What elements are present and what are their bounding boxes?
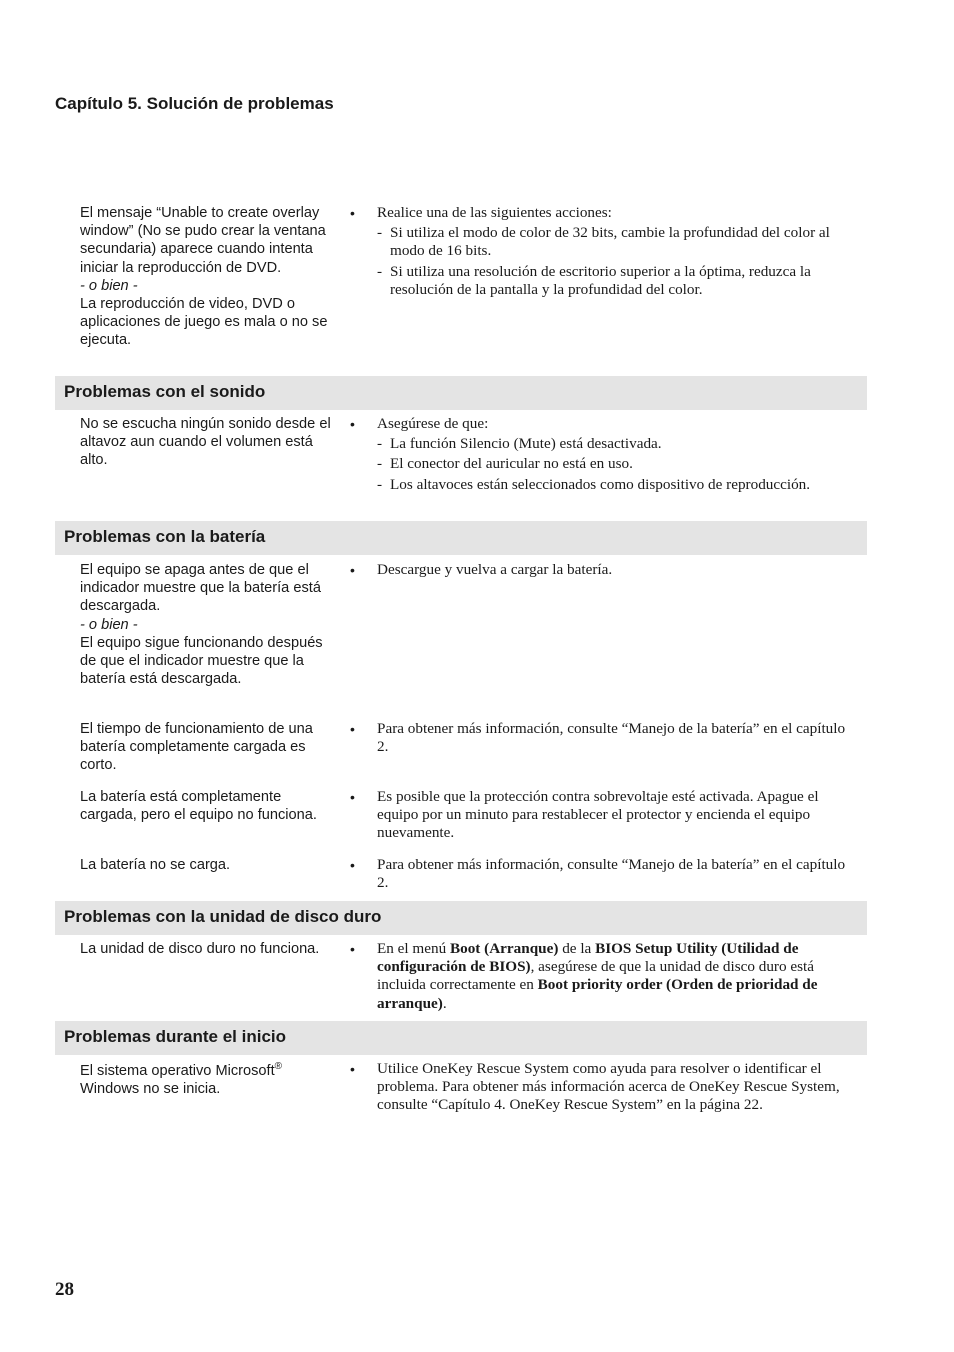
problem-hdd: La unidad de disco duro no funciona. <box>80 941 320 957</box>
problem-battery-charged-no-work: La batería está completamente cargada, pero el equipo no funciona. <box>80 789 317 824</box>
section-header-hdd: Problemas con la unidad de disco duro <box>55 901 867 935</box>
problem-battery-shutdown <box>80 561 335 688</box>
bullet-item: • Utilice OneKey Rescue System como ayuda para resolver o identificar el problema. Para obtener más información acerca de OneKey Rescue System, consulte “Capítulo 4. OneKey Rescue System” en la página 22. <box>348 1060 860 1115</box>
bullet-item: • Descargue y vuelva a cargar la batería. <box>348 561 860 579</box>
chapter-heading: Capítulo 5. Solución de problemas <box>55 94 334 113</box>
problem-no-sound: No se escucha ningún sonido desde el altavoz aun cuando el volumen está alto. <box>80 416 331 469</box>
sub-item: - La función Silencio (Mute) está desactivada. <box>348 435 860 453</box>
problem-text: El equipo se apaga antes de que el indicador muestre que la batería está descargada. <box>80 562 321 615</box>
solution-no-sound <box>348 415 860 494</box>
problem-dvd-overlay <box>80 204 335 350</box>
solution-battery-shutdown <box>348 561 860 579</box>
sub-item: - El conector del auricular no está en uso. <box>348 455 860 473</box>
bullet-item: • Para obtener más información, consulte “Manejo de la batería” en el capítulo 2. <box>348 720 860 756</box>
sub-item: - Si utiliza una resolución de escritorio superior a la óptima, reduzca la resolución de la pantalla y la profundidad del color. <box>348 263 860 299</box>
section-header-startup: Problemas durante el inicio <box>55 1021 867 1055</box>
page-number: 28 <box>55 1279 74 1300</box>
registered-mark: ® <box>274 1061 283 1073</box>
solution-battery-no-charge <box>348 856 860 892</box>
sub-item: - Si utiliza el modo de color de 32 bits, cambie la profundidad del color al modo de 16 bits. <box>348 224 860 260</box>
problem-battery-short: El tiempo de funcionamiento de una batería completamente cargada es corto. <box>80 721 313 774</box>
sub-item: - Los altavoces están seleccionados como dispositivo de reproducción. <box>348 476 860 494</box>
solution-battery-charged-no-work <box>348 788 860 843</box>
bullet-item: • Realice una de las siguientes acciones: <box>348 204 860 222</box>
or-separator: - o bien - <box>80 616 138 633</box>
or-separator: - o bien - <box>80 277 138 294</box>
bullet-item: • En el menú Boot (Arranque) de la BIOS Setup Utility (Utilidad de configuración de BIOS), asegúrese de que la unidad de disco duro está incluida correctamente en Boot priority order (Orden de prioridad de arranque). <box>348 940 860 1013</box>
section-header-battery: Problemas con la batería <box>55 521 867 555</box>
solution-startup <box>348 1060 860 1115</box>
bullet-item: • Para obtener más información, consulte “Manejo de la batería” en el capítulo 2. <box>348 856 860 892</box>
solution-hdd <box>348 940 860 1013</box>
problem-text: El equipo sigue funcionando después de que el indicador muestre que la batería está descargada. <box>80 634 323 688</box>
problem-battery-no-charge: La batería no se carga. <box>80 857 231 873</box>
problem-startup: El sistema operativo Microsoft® Windows no se inicia. <box>80 1061 283 1098</box>
solution-battery-short <box>348 720 860 756</box>
section-header-sound: Problemas con el sonido <box>55 376 867 410</box>
bullet-item: • Asegúrese de que: <box>348 415 860 433</box>
bullet-item: • Es posible que la protección contra sobrevoltaje esté activada. Apague el equipo por un minuto para restablecer el protector y encienda el equipo nuevamente. <box>348 788 860 843</box>
solution-dvd-overlay <box>348 204 860 299</box>
problem-text: La reproducción de video, DVD o aplicaciones de juego es mala o no se ejecuta. <box>80 296 328 349</box>
problem-text: El mensaje “Unable to create overlay window” (No se pudo crear la ventana secundaria) aparece cuando intenta iniciar la reproducción de DVD. <box>80 205 326 276</box>
